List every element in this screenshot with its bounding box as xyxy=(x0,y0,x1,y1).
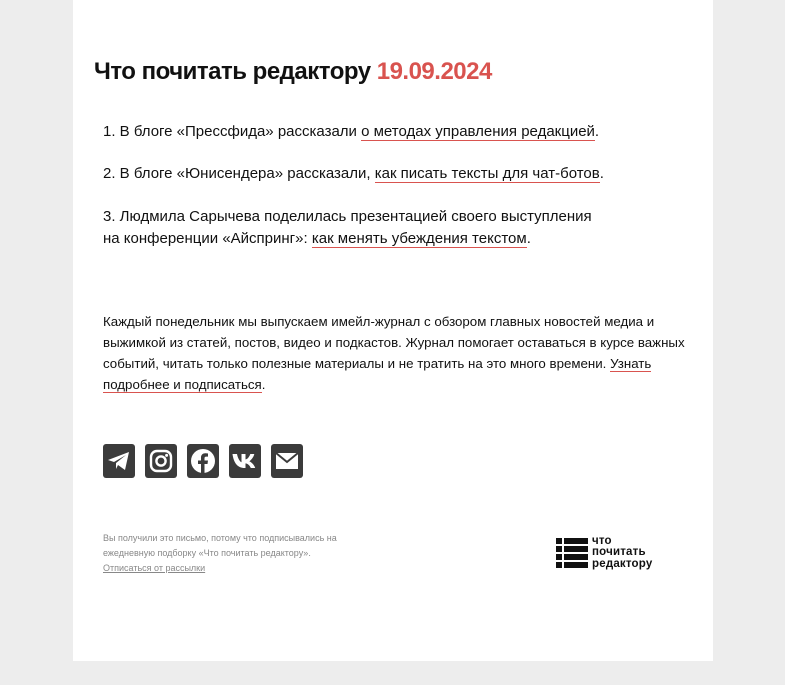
logo-text xyxy=(592,536,652,571)
item-text: 3. Людмила Сарычева поделилась презентацией своего выступления xyxy=(103,208,592,225)
social-links xyxy=(103,444,303,478)
footer-notice xyxy=(103,531,383,576)
item-text: 2. В блоге «Юнисендера» рассказали, xyxy=(103,165,375,182)
subscribe-link[interactable]: Узнать подробнее и подписаться xyxy=(103,356,652,392)
about-paragraph xyxy=(103,311,693,395)
logo-line-3: редактору xyxy=(592,557,653,570)
email-title xyxy=(94,58,492,86)
footer-text: Вы получили это письмо, потому что подписывались на ежедневную подборку «Что почитать редактору». xyxy=(103,533,337,558)
logo-line-1: что xyxy=(592,534,612,547)
logo-mark-icon xyxy=(556,538,588,568)
email-icon[interactable] xyxy=(271,444,303,478)
title-text: Что почитать редактору xyxy=(94,58,371,85)
item-suffix: . xyxy=(526,230,531,247)
item-suffix: . xyxy=(594,123,600,140)
article-link-3[interactable]: как менять убеждения текстом xyxy=(311,230,527,247)
article-link-2[interactable]: как писать тексты для чат-ботов xyxy=(374,165,600,182)
list-item-3 xyxy=(103,206,643,250)
email-card xyxy=(73,0,713,661)
article-link-1[interactable]: о методах управления редакцией xyxy=(361,123,595,140)
facebook-icon[interactable] xyxy=(187,444,219,478)
list-item-1 xyxy=(103,121,643,143)
title-date: 19.09.2024 xyxy=(376,58,492,85)
about-suffix: . xyxy=(261,377,266,392)
telegram-icon[interactable] xyxy=(103,444,135,478)
about-text: Каждый понедельник мы выпускаем имейл-журнал с обзором главных новостей медиа и выжимкой из статей, постов, видео и подкастов. Журнал помогает оставаться в курсе важных событий, читать только полезные материалы и не тратить на это много времени. xyxy=(103,314,685,371)
item-suffix: . xyxy=(599,165,604,182)
brand-logo xyxy=(556,535,686,571)
logo-line-2: почитать xyxy=(592,546,646,559)
instagram-icon[interactable] xyxy=(145,444,177,478)
item-text: 1. В блоге «Прессфида» рассказали xyxy=(103,123,362,140)
list-item-2 xyxy=(103,163,643,185)
item-text-2: на конференции «Айспринг»: xyxy=(103,230,312,247)
unsubscribe-link[interactable]: Отписаться от рассылки xyxy=(103,563,206,573)
vk-icon[interactable] xyxy=(229,444,261,478)
